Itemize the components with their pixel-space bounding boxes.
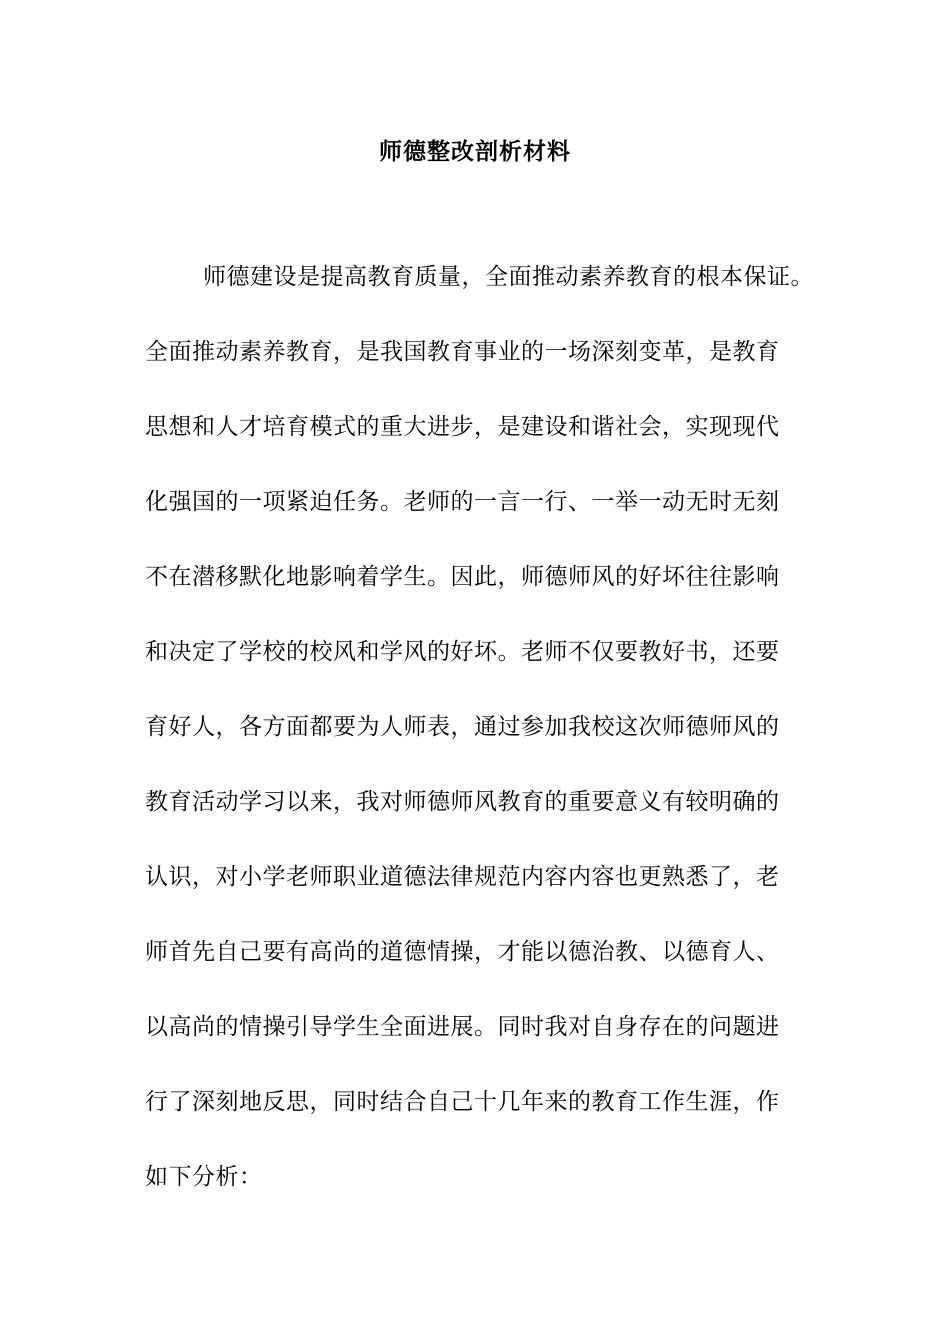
paragraph-line: 行了深刻地反思，同时结合自己十几年来的教育工作生涯，作 <box>145 1089 780 1115</box>
document-body <box>145 258 845 1233</box>
paragraph-line: 教育活动学习以来，我对师德师风教育的重要意义有较明确的 <box>145 789 780 815</box>
paragraph-line: 化强国的一项紧迫任务。老师的一言一行、一举一动无时无刻 <box>145 489 780 515</box>
paragraph-line: 思想和人才培育模式的重大进步，是建设和谐社会，实现现代 <box>145 414 780 440</box>
paragraph-line: 师德建设是提高教育质量，全面推动素养教育的根本保证。 <box>203 264 814 290</box>
paragraph-line: 如下分析： <box>145 1164 263 1190</box>
document-title: 师德整改剖析材料 <box>379 138 571 165</box>
paragraph-line: 师首先自己要有高尚的道德情操，才能以德治教、以德育人、 <box>145 939 780 965</box>
paragraph-line: 认识，对小学老师职业道德法律规范内容内容也更熟悉了，老 <box>145 864 780 890</box>
paragraph-line: 育好人，各方面都要为人师表，通过参加我校这次师德师风的 <box>145 714 780 740</box>
paragraph-line: 全面推动素养教育，是我国教育事业的一场深刻变革，是教育 <box>145 339 780 365</box>
paragraph-line: 以高尚的情操引导学生全面进展。同时我对自身存在的问题进 <box>145 1014 780 1040</box>
paragraph-line: 和决定了学校的校风和学风的好坏。老师不仅要教好书，还要 <box>145 639 780 665</box>
paragraph-line: 不在潜移默化地影响着学生。因此，师德师风的好坏往往影响 <box>145 564 780 590</box>
